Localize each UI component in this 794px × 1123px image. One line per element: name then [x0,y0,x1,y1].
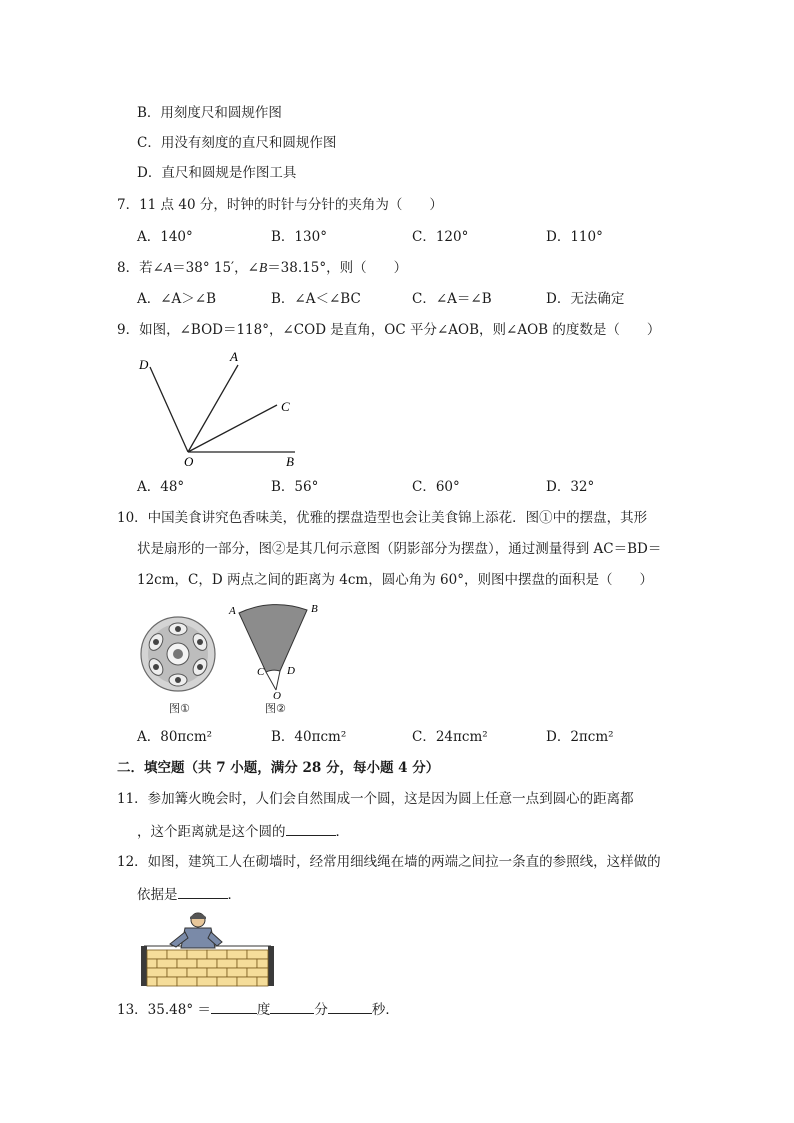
q13-second-blank[interactable] [328,999,372,1014]
q9-stem: 9．如图，∠BOD＝118°，∠COD 是直角，OC 平分∠AOB，则∠AOB 的度数是（ ） [117,322,661,338]
q9-option-d: D．32° [546,479,595,495]
q11-line2 [137,821,349,841]
label-b: B [311,603,318,615]
label-o: O [184,454,194,469]
q11-answer-blank[interactable] [286,821,336,836]
label-a: A [229,605,236,617]
q8-var-b: B [258,260,268,275]
label-b: B [286,454,294,469]
q9-angle-figure [130,345,310,470]
section-2-header: 二．填空题（共 7 小题，满分 28 分，每小题 4 分） [117,760,440,776]
q7-option-a: A．140° [137,229,193,245]
q11-text: ，这个距离就是这个圆的 [137,824,286,840]
q10-sector-figure [226,600,326,700]
q8-part1: ＝38° 15′，∠ [172,260,259,276]
q6-option-b: B．用刻度尺和圆规作图 [137,105,282,121]
q10-line1: 10．中国美食讲究色香味美，优雅的摆盘造型也会让美食锦上添花．图①中的摆盘，其形 [117,510,648,526]
q13-stem [117,999,399,1019]
fig1-caption: 图① [169,702,190,715]
shaded-plate-region [239,605,307,672]
q6-option-c: C．用没有刻度的直尺和圆规作图 [137,135,337,151]
q6-option-d: D．直尺和圆规是作图工具 [137,165,297,181]
segment-co [266,672,276,690]
q7-stem: 7．11 点 40 分，时钟的时针与分针的夹角为（ ） [117,197,443,213]
label-d: D [287,665,295,677]
q13-degree-blank[interactable] [211,999,257,1014]
label-o: O [273,690,281,700]
q11-end: ． [335,824,349,840]
label-c: C [281,399,290,414]
q10-line2: 状是扇形的一部分，图②是其几何示意图（阴影部分为摆盘），通过测量得到 AC＝BD＝ [137,541,662,557]
q11-line1: 11．参加篝火晚会时，人们会自然围成一个圆，这是因为圆上任意一点到圆心的距离都 [117,791,634,807]
q13-part4: 秒． [371,1002,399,1018]
q12-line1: 12．如图，建筑工人在砌墙时，经常用细线绳在墙的两端之间拉一条直的参照线，这样做的 [117,854,661,870]
label-c: C [257,666,265,678]
q12-answer-blank[interactable] [178,884,228,899]
q12-end: ． [227,887,241,903]
q10-option-a: A．80πcm² [137,729,213,745]
q12-text: 依据是 [137,887,178,903]
q7-option-d: D．110° [546,229,603,245]
q8-var-a: A [163,260,173,275]
q8-num: 8．若∠ [117,260,164,276]
q8-stem [117,259,407,277]
q8-option-d: D．无法确定 [546,291,625,307]
q10-option-d: D．2πcm² [546,729,614,745]
q13-part1: 13．35.48° ＝ [117,1002,211,1018]
q7-option-c: C．120° [412,229,469,245]
q10-option-b: B．40πcm² [271,729,347,745]
label-d: D [139,357,149,372]
q13-minute-blank[interactable] [270,999,314,1014]
q13-part3: 分 [314,1002,328,1018]
q9-option-c: C．60° [412,479,460,495]
ray-od [150,367,188,452]
label-a: A [230,349,238,364]
q10-option-c: C．24πcm² [412,729,488,745]
q9-option-b: B．56° [271,479,319,495]
q9-option-a: A．48° [137,479,185,495]
q12-line2 [137,884,241,904]
q10-plate-photo [138,612,218,694]
q7-option-b: B．130° [271,229,327,245]
q8-part2: ＝38.15°，则（ ） [267,260,408,276]
fig2-caption: 图② [265,702,286,715]
q13-part2: 度 [256,1002,271,1018]
q10-line3: 12cm，C，D 两点之间的距离为 4cm，圆心角为 60°，则图中摆盘的面积是（ ） [137,572,653,588]
segment-do [276,671,280,690]
q8-option-b: B．∠A＜∠BC [271,291,361,307]
q8-option-c: C．∠A＝∠B [412,291,492,307]
bricklayer-illustration [140,910,280,990]
q8-option-a: A．∠A＞∠B [137,291,217,307]
